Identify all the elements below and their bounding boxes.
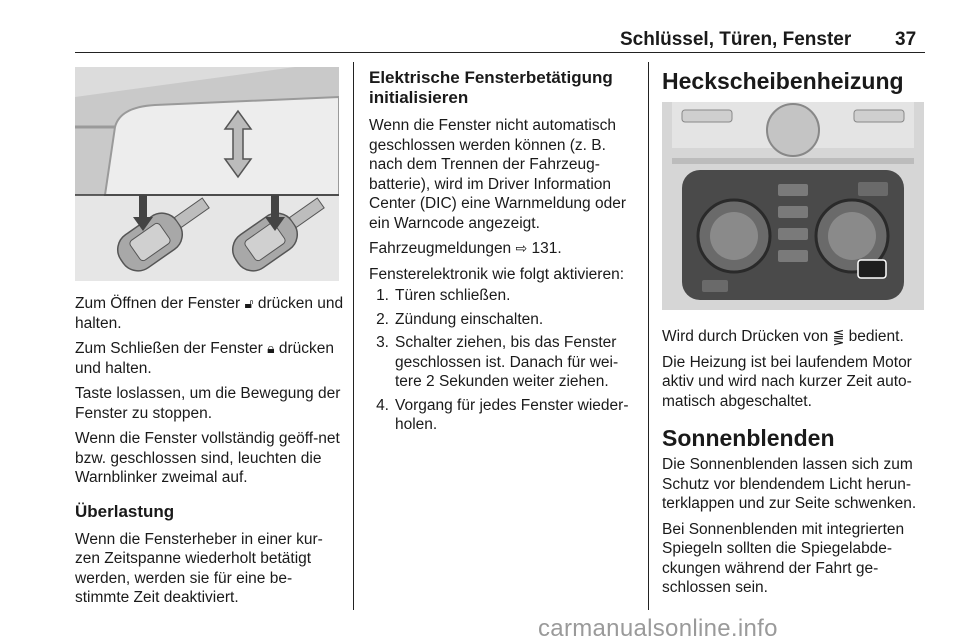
heading-window-initialisation: Elektrische Fensterbetätigung initialisieren (369, 68, 613, 107)
step-number: 2. (376, 310, 389, 328)
paragraph-vehicle-messages (369, 239, 637, 259)
window-keyfob-drawing (75, 67, 339, 281)
column-divider-2 (648, 62, 649, 610)
list-item (369, 286, 637, 306)
initialisation-steps-list (369, 286, 637, 435)
running-header-title: Schlüssel, Türen, Fenster (620, 29, 852, 50)
step-number: 1. (376, 287, 389, 304)
paragraph-release-button: Taste loslassen, um die Bewegung der Fenster zu stoppen. (75, 385, 341, 422)
paragraph-sun-visors-use: Die Sonnenblenden lassen sich zum Schutz vor blendendem Licht herun-terklappen und zur Seite schwenken. (662, 456, 917, 512)
page-reference-icon: ⇨ (515, 240, 528, 256)
open-windows-text: Zum Öffnen der Fenster (75, 295, 241, 312)
watermark-text: carmanualsonline.info (538, 615, 778, 642)
rear-defrost-icon: ⪋ (832, 328, 845, 344)
column-3-heading-wrap (662, 68, 927, 104)
paragraph-activate-electronics: Fensterelektronik wie folgt aktivieren: (369, 265, 625, 283)
open-windows-text-end: drücken und halten. (75, 295, 344, 332)
column-divider-1 (353, 62, 354, 610)
list-item (369, 396, 637, 435)
list-item (369, 310, 637, 330)
paragraph-close-windows (75, 339, 345, 378)
lock-icon: 🔒︎ (267, 340, 275, 356)
paragraph-dic-warning: Wenn die Fenster nicht automatisch geschlossen werden können (z. B. nach dem Trennen der Fahrzeug-batterie), wird im Driver Information Center (DIC) eine Warnmeldung oder ein Warncode angezeigt. (369, 117, 627, 232)
step-number: 4. (376, 396, 389, 414)
close-windows-text: Zum Schließen der Fenster (75, 340, 263, 357)
vehicle-messages-page-ref: 131. (531, 240, 562, 257)
step-text: Vorgang für jedes Fenster wieder-holen. (395, 396, 629, 433)
page-number: 37 (895, 29, 917, 50)
list-item (369, 333, 637, 392)
heading-sun-visors: Sonnenblenden (662, 425, 835, 451)
step-number: 3. (376, 334, 389, 351)
paragraph-overload: Wenn die Fensterheber in einer kur-zen Zeitspanne wiederholt betätigt werden, werden sie für eine be-stimmte Zeit deaktiviert. (75, 530, 323, 606)
step-text: Schalter ziehen, bis das Fenster geschlossen ist. Danach für wei-tere 2 Sekunden weiter ziehen. (395, 334, 619, 390)
heading-overload: Überlastung (75, 501, 175, 521)
column-1-text (75, 294, 345, 614)
column-3-text (662, 327, 927, 604)
header-divider (75, 52, 925, 53)
vehicle-messages-text: Fahrzeugmeldungen (369, 240, 512, 257)
step-text: Zündung einschalten. (395, 310, 544, 328)
climate-control-panel-illustration (662, 102, 924, 310)
paragraph-rear-defrost-operate (662, 327, 927, 347)
paragraph-open-windows (75, 294, 345, 333)
paragraph-rear-defrost-auto-off: Die Heizung ist bei laufendem Motor aktiv und wird nach kurzer Zeit auto-matisch abgeschaltet. (662, 353, 912, 410)
heading-rear-window-heating: Heckscheibenheizung (662, 68, 904, 94)
window-keyfob-illustration (75, 67, 339, 281)
step-text: Türen schließen. (395, 287, 511, 304)
paragraph-sun-visors-mirrors: Bei Sonnenblenden mit integrierten Spiegeln sollten die Spiegelabde-ckungen während der Fahrt ge-schlossen sein. (662, 520, 905, 596)
column-2-text (369, 68, 637, 439)
climate-panel-drawing (662, 102, 924, 310)
unlock-icon: 🔓︎ (244, 295, 254, 311)
rear-defrost-text: Wird durch Drücken von (662, 328, 829, 345)
rear-defrost-text-end: bedient. (848, 328, 904, 345)
paragraph-hazard-flash: Wenn die Fenster vollständig geöff-net bzw. geschlossen sind, leuchten die Warnblinker zweimal auf. (75, 430, 340, 486)
close-windows-text-end: drücken und halten. (75, 340, 335, 377)
